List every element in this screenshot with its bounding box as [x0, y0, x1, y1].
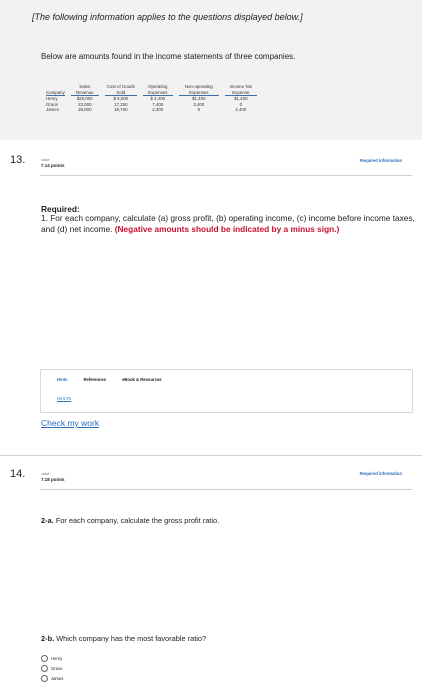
question-2a-text: For each company, calculate the gross profit ratio.: [55, 516, 220, 525]
table-cell: James: [46, 107, 59, 112]
points-label: 7.18 points: [41, 477, 65, 482]
hints-tabs: [57, 377, 178, 382]
table-cell: $1,400: [192, 96, 206, 101]
question-2a-label: 2-a.: [41, 516, 54, 525]
radio-option-james[interactable]: [41, 675, 63, 682]
radio-button[interactable]: [41, 655, 48, 662]
info-note: [The following information applies to the questions displayed below.]: [32, 12, 303, 22]
radio-option-grace[interactable]: [41, 665, 62, 672]
radio-option-henry[interactable]: [41, 655, 62, 662]
required-instructions: [41, 213, 416, 234]
instructions-text: 1. For each company, calculate (a) gross profit, (b) operating income, (c) income before income taxes, and (d) net income.: [41, 213, 415, 234]
table-cell: Henry: [46, 96, 58, 101]
table-cell: $20,000: [76, 96, 93, 101]
table-cell: Grace: [46, 101, 58, 107]
table-cell: 2,400: [152, 107, 164, 112]
radio-button[interactable]: [41, 675, 48, 682]
table-header-nonop: Non-operating Expenses: [176, 84, 222, 96]
table-header-tax: Income Tax Expense: [222, 84, 260, 96]
radio-label: Henry: [51, 656, 63, 661]
table-cell: 0: [197, 107, 201, 112]
table-cell: 7,400: [152, 101, 164, 107]
table-row: [43, 107, 260, 113]
required-information-link[interactable]: Required information: [359, 471, 402, 476]
required-title: Required:: [41, 204, 80, 214]
table-cell: 17,250: [114, 101, 128, 107]
question-2a: [41, 516, 219, 525]
radio-button[interactable]: [41, 665, 48, 672]
table-cell: 2,400: [235, 107, 247, 112]
hints-panel: [40, 369, 413, 413]
question-2b-text: Which company has the most favorable ratio?: [56, 634, 207, 643]
table-header-cogs: Cost of Goods Sold: [106, 84, 135, 95]
info-intro: Below are amounts found in the income statements of three companies.: [41, 52, 296, 61]
negative-amounts-note: (Negative amounts should be indicated by a minus sign.): [114, 223, 340, 234]
question-number: 13.: [10, 154, 26, 166]
table-cell: 23,000: [78, 101, 92, 107]
tab-references[interactable]: References: [83, 377, 107, 382]
income-statement-table: [43, 84, 260, 113]
radio-label: James: [51, 676, 64, 681]
question-number: 14.: [10, 468, 26, 480]
question-2b: [41, 634, 206, 643]
table-cell: 0: [239, 101, 243, 107]
table-header-company: Company: [46, 89, 65, 95]
required-information-link[interactable]: Required information: [359, 158, 402, 163]
table-header-sales: Sales Revenue: [68, 84, 102, 96]
radio-label: Grace: [51, 666, 63, 671]
value-label: value:: [41, 472, 51, 476]
table-cell: 3,400: [193, 101, 205, 107]
table-header-opex: Operating Expenses: [140, 84, 176, 96]
section-divider: [0, 455, 422, 456]
divider: [40, 175, 412, 176]
tab-ebook-resources[interactable]: eBook & Resources: [122, 377, 162, 382]
divider: [40, 489, 412, 490]
table-cell: $ 4,400: [150, 96, 166, 101]
table-cell: 28,000: [78, 107, 92, 112]
tab-hints[interactable]: Hints: [57, 377, 68, 382]
table-cell: $ 6,000: [113, 96, 129, 101]
table-cell: 18,760: [114, 107, 128, 112]
value-label: value:: [41, 158, 51, 162]
check-my-work-link[interactable]: Check my work: [41, 418, 100, 428]
table-cell: $1,400: [234, 96, 248, 101]
question-2b-label: 2-b.: [41, 634, 55, 643]
points-label: 7.14 points: [41, 163, 65, 168]
hint-1-link[interactable]: Hint #1: [57, 396, 72, 401]
